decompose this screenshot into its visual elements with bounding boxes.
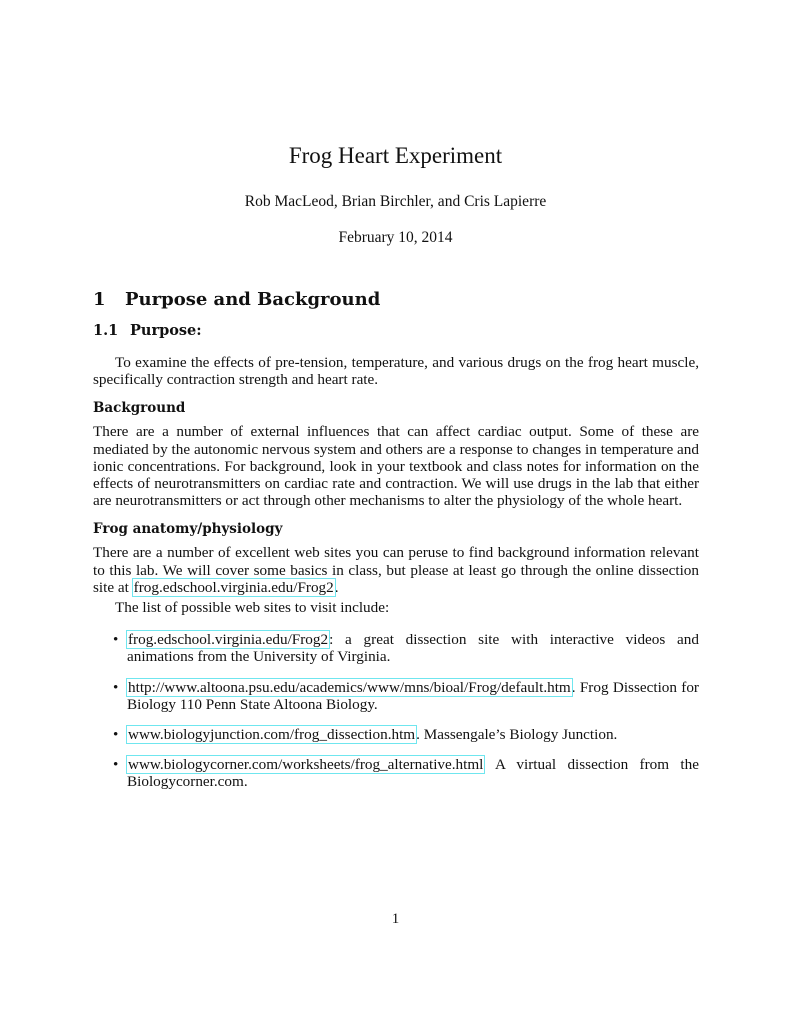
document-date: February 10, 2014: [338, 229, 453, 246]
site-description: A virtual dissection from the Biologycorner.com.: [127, 756, 699, 791]
anatomy-text: There are a number of excellent web sites you can peruse to find background information relevant to this lab. We will cover some basics in class, but please at least go through the online dissection site at: [93, 544, 699, 596]
subsection-heading: [93, 321, 699, 341]
list-item: [93, 631, 699, 665]
site-link-biologyjunction[interactable]: www.biologyjunction.com/frog_dissection.htm: [128, 726, 416, 744]
bullet-icon: •: [113, 678, 119, 696]
frog2-link[interactable]: frog.edschool.virginia.edu/Frog2: [133, 578, 334, 596]
site-description: . Massengale’s Biology Junction.: [416, 726, 618, 744]
site-description: . Frog Dissection for Biology 110 Penn State Altoona Biology.: [127, 678, 699, 713]
bullet-icon: •: [113, 726, 119, 744]
list-intro: The list of possible web sites to visit include:: [115, 599, 390, 617]
site-link-altoona[interactable]: http://www.altoona.psu.edu/academics/www/mns/bioal/Frog/default.htm: [128, 678, 571, 696]
background-paragraph: There are a number of external influences that can affect cardiac output. Some of these are mediated by the autonomic nervous system and others are a response to changes in temperature and ionic concentrations. For background, look in your textbook and class notes for information on the effects of neurotransmitters on cardiac rate and contraction. We will use drugs in the lab that either are neurotransmitters or act through other mechanisms to alter the physiology of the whole heart.: [93, 423, 699, 510]
list-item: [93, 679, 699, 713]
list-item: [93, 756, 699, 790]
page-number: 1: [391, 911, 400, 927]
section-number: 1: [93, 289, 106, 310]
site-link-biologycorner[interactable]: www.biologycorner.com/worksheets/frog_alternative.html: [128, 756, 484, 774]
document-title: Frog Heart Experiment: [288, 143, 503, 168]
purpose-paragraph: To examine the effects of pre-tension, temperature, and various drugs on the frog heart muscle, specifically contraction strength and heart rate.: [93, 354, 699, 389]
subsection-title: Purpose:: [130, 322, 202, 339]
list-item: [93, 726, 699, 743]
section-title: Purpose and Background: [125, 289, 381, 310]
website-list: [93, 631, 699, 790]
document-body: [93, 288, 699, 804]
background-heading: Background: [93, 400, 186, 417]
subsection-number: 1.1: [93, 322, 119, 339]
anatomy-heading: Frog anatomy/physiology: [93, 521, 283, 538]
bullet-icon: •: [113, 756, 119, 774]
site-link-frog2[interactable]: frog.edschool.virginia.edu/Frog2: [128, 631, 329, 649]
document-authors: Rob MacLeod, Brian Birchler, and Cris Lapierre: [244, 193, 547, 210]
site-description: : a great dissection site with interactive videos and animations from the University of Virginia.: [127, 631, 699, 666]
anatomy-paragraph: [93, 544, 699, 596]
bullet-icon: •: [113, 631, 119, 649]
section-heading: [93, 288, 699, 312]
anatomy-text-end: .: [334, 578, 339, 596]
